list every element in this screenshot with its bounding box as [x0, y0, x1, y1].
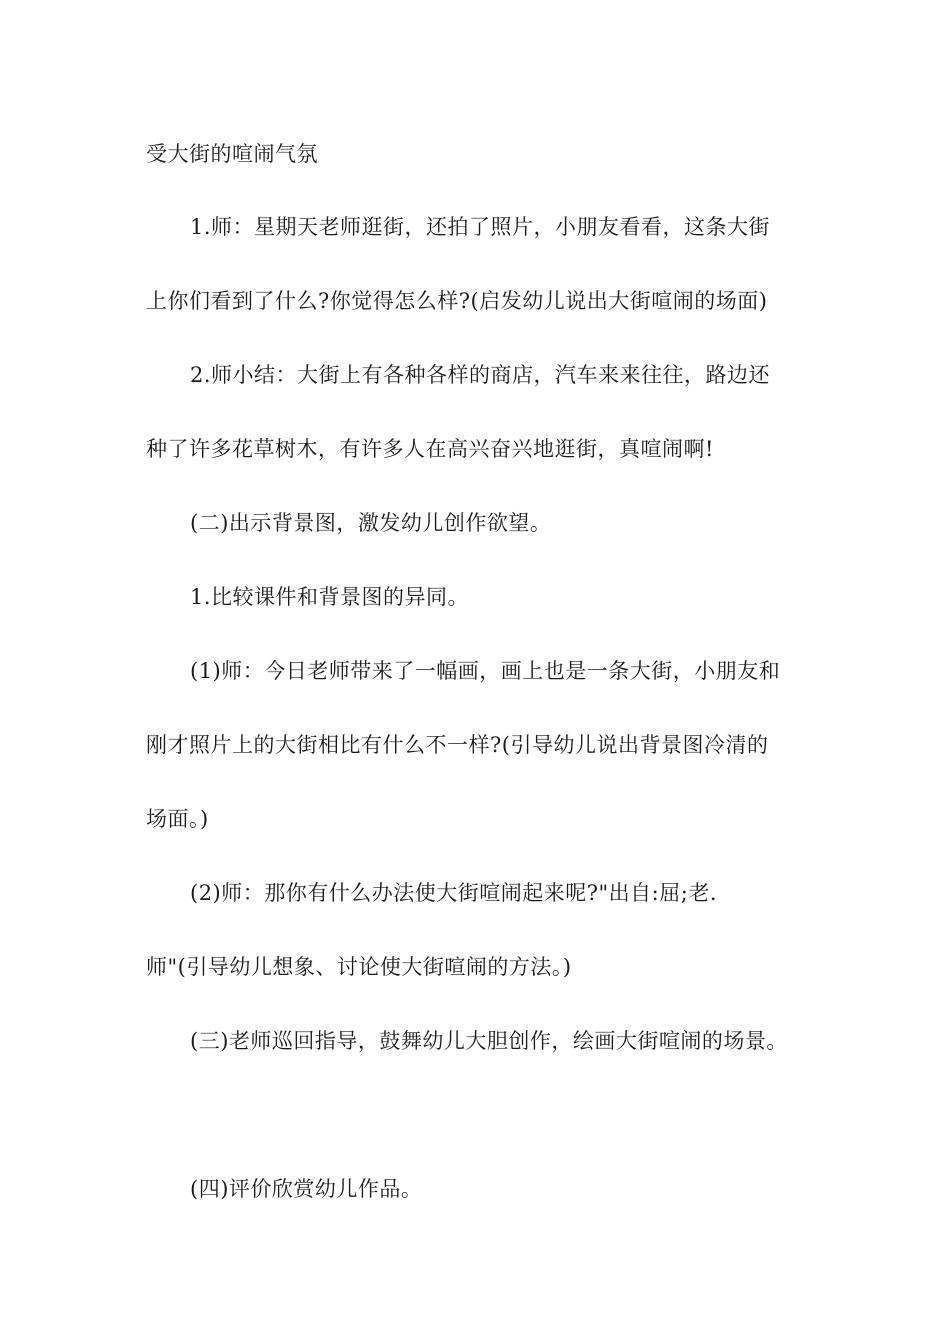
text-line-1: 受大街的喧闹气氛	[146, 142, 318, 166]
text-line-8: (1)师：今日老师带来了一幅画，画上也是一条大街，小朋友和	[190, 659, 781, 683]
text-line-5: 种了许多花草树木，有许多人在高兴奋兴地逛街，真喧闹啊!	[146, 437, 714, 461]
text-line-4: 2.师小结：大街上有各种各样的商店，汽车来来往往，路边还	[190, 363, 771, 387]
text-line-10: 场面。)	[146, 807, 209, 831]
text-line-2: 1.师：星期天老师逛街，还拍了照片，小朋友看看，这条大街	[190, 215, 771, 239]
text-line-11: (2)师：那你有什么办法使大街喧闹起来呢?"出自:屈;老.	[190, 881, 717, 905]
text-line-7: 1.比较课件和背景图的异同。	[190, 585, 470, 609]
text-line-12: 师"(引导幼儿想象、讨论使大街喧闹的方法。)	[146, 955, 572, 979]
text-line-9: 刚才照片上的大街相比有什么不一样?(引导幼儿说出背景图冷清的	[146, 733, 769, 757]
section-heading-2: (二)出示背景图，激发幼儿创作欲望。	[190, 511, 552, 535]
section-heading-4: (四)评价欣赏幼儿作品。	[190, 1177, 423, 1201]
section-heading-3: (三)老师巡回指导，鼓舞幼儿大胆创作，绘画大街喧闹的场景。	[190, 1029, 788, 1053]
text-line-3: 上你们看到了什么?你觉得怎么样?(启发幼儿说出大街喧闹的场面)	[146, 289, 768, 313]
